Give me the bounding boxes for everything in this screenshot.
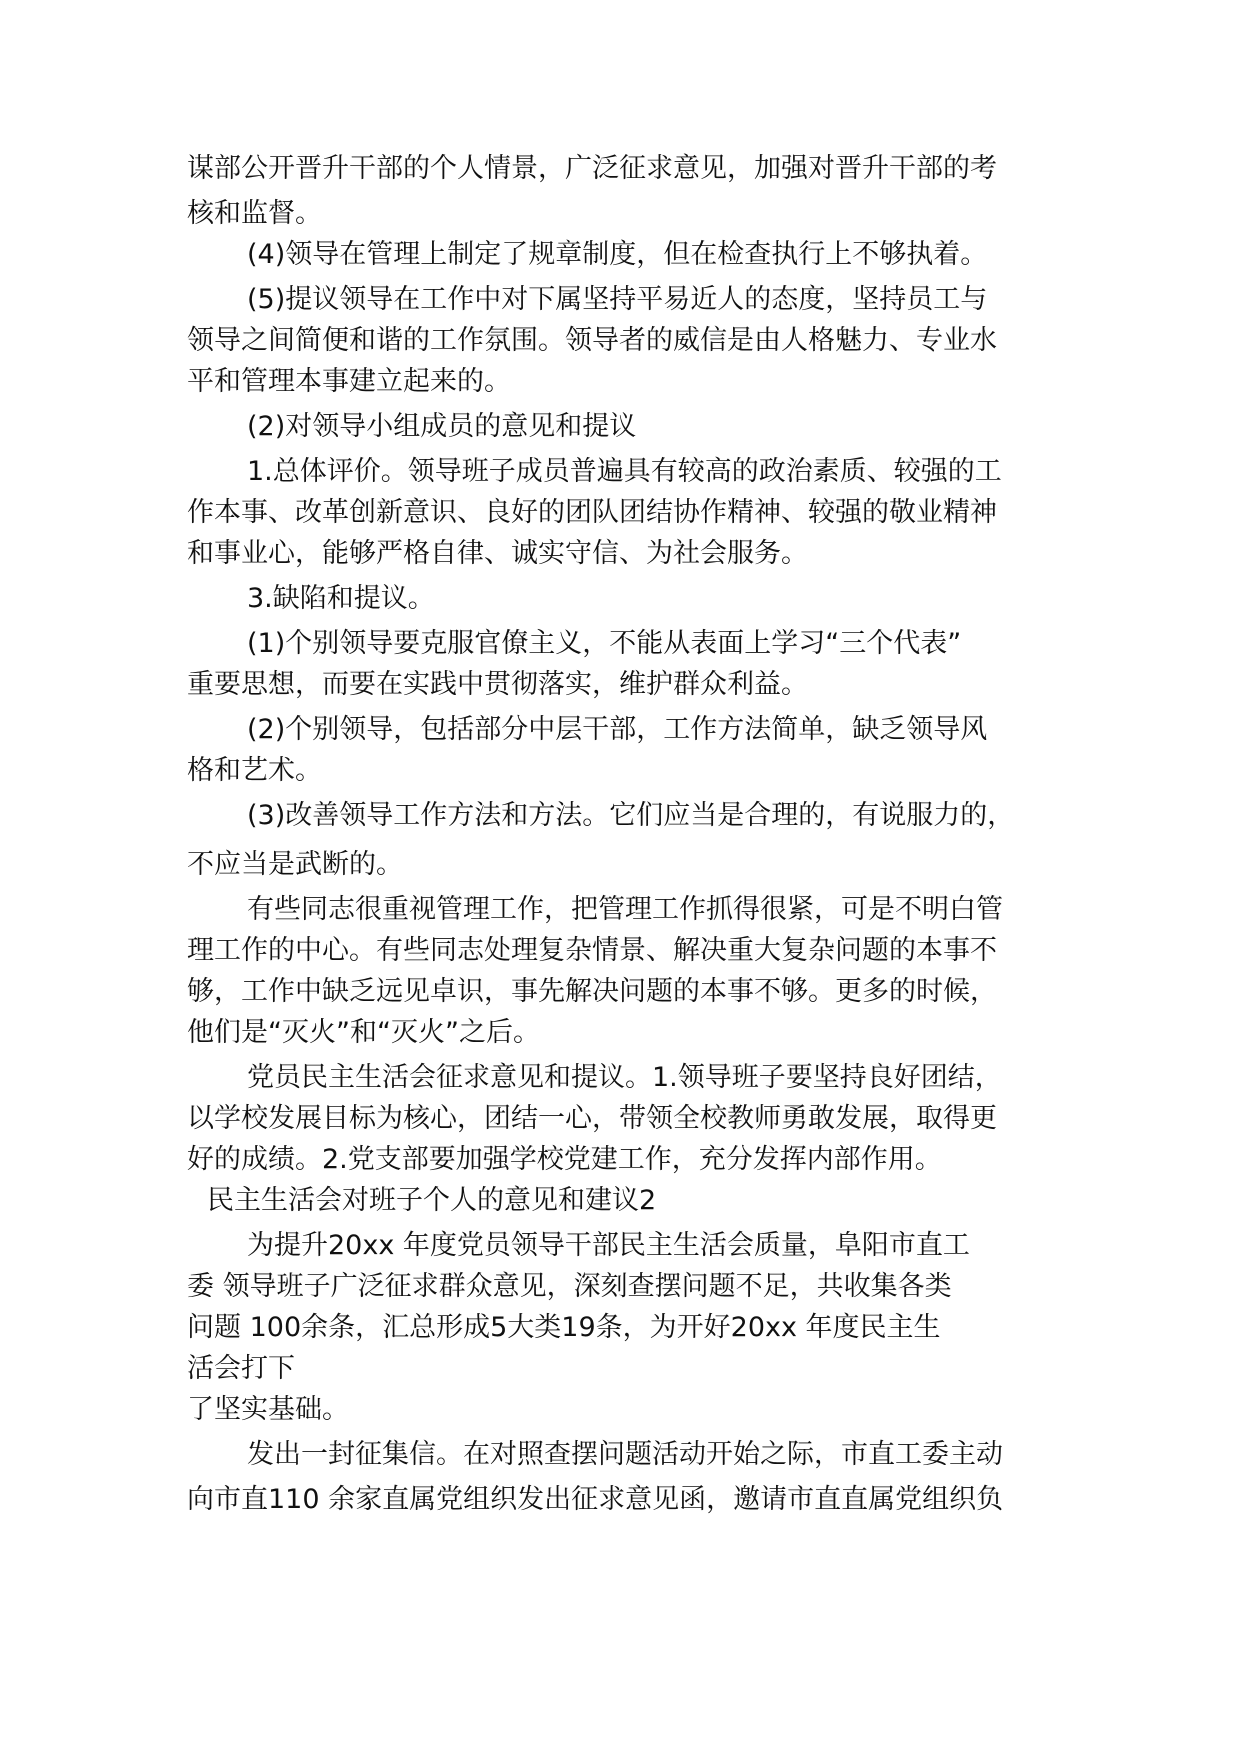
text-line: (1)个别领导要克服官僚主义，不能从表面上学习“三个代表” — [247, 628, 962, 659]
text-line: 活会打下 — [187, 1353, 295, 1384]
text-line: 好的成绩。2.党支部要加强学校党建工作，充分发挥内部作用。 — [187, 1144, 942, 1175]
text-line: 为提升20xx 年度党员领导干部民主生活会质量，阜阳市直工 — [247, 1230, 970, 1261]
text-line: 重要思想，而要在实践中贯彻落实，维护群众利益。 — [187, 669, 808, 700]
text-line: 核和监督。 — [187, 198, 322, 229]
text-line: 和事业心，能够严格自律、诚实守信、为社会服务。 — [187, 538, 808, 569]
text-line: 问题 100余条，汇总形成5大类19条，为开好20xx 年度民主生 — [187, 1312, 941, 1343]
text-line: 领导之间简便和谐的工作氛围。领导者的威信是由人格魅力、专业水 — [187, 325, 997, 356]
text-line: (2)个别领导，包括部分中层干部，工作方法简单，缺乏领导风 — [247, 714, 988, 745]
text-line: 不应当是武断的。 — [187, 849, 403, 880]
text-line: (3)改善领导工作方法和方法。它们应当是合理的，有说服力的， — [247, 800, 1015, 831]
text-line: 委 领导班子广泛征求群众意见，深刻查摆问题不足，共收集各类 — [187, 1271, 952, 1302]
text-line: 以学校发展目标为核心，团结一心，带领全校教师勇敢发展，取得更 — [187, 1103, 997, 1134]
text-line: 了坚实基础。 — [187, 1394, 349, 1425]
text-line: 理工作的中心。有些同志处理复杂情景、解决重大复杂问题的本事不 — [187, 935, 997, 966]
text-line: 作本事、改革创新意识、良好的团队团结协作精神、较强的敬业精神 — [187, 497, 997, 528]
document-body — [187, 148, 1057, 1520]
text-line: (5)提议领导在工作中对下属坚持平易近人的态度，坚持员工与 — [247, 284, 988, 315]
text-line: (4)领导在管理上制定了规章制度，但在检查执行上不够执着。 — [247, 239, 988, 270]
text-line: 1.总体评价。领导班子成员普遍具有较高的政治素质、较强的工 — [247, 456, 1002, 487]
text-line: 谋部公开晋升干部的个人情景，广泛征求意见，加强对晋升干部的考 — [187, 153, 997, 184]
text-line: 够，工作中缺乏远见卓识，事先解决问题的本事不够。更多的时候， — [187, 976, 997, 1007]
text-line: 他们是“灭火”和“灭火”之后。 — [187, 1017, 540, 1048]
section-heading: 民主生活会对班子个人的意见和建议2 — [207, 1185, 657, 1216]
text-line: 3.缺陷和提议。 — [247, 583, 435, 614]
text-line: 向市直110 余家直属党组织发出征求意见函，邀请市直直属党组织负 — [187, 1484, 1004, 1515]
text-line: 发出一封征集信。在对照查摆问题活动开始之际，市直工委主动 — [247, 1439, 1003, 1470]
text-line: 格和艺术。 — [187, 755, 322, 786]
text-line: 平和管理本事建立起来的。 — [187, 366, 511, 397]
text-line: (2)对领导小组成员的意见和提议 — [247, 411, 637, 442]
text-line: 有些同志很重视管理工作，把管理工作抓得很紧，可是不明白管 — [247, 894, 1003, 925]
text-line: 党员民主生活会征求意见和提议。1.领导班子要坚持良好团结， — [247, 1062, 1002, 1093]
